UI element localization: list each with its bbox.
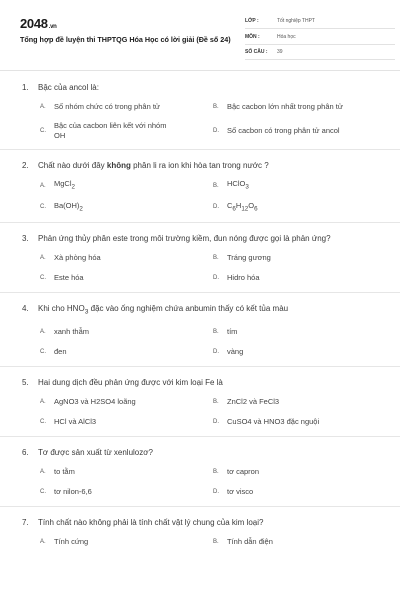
option-letter: C.	[40, 418, 46, 425]
options-grid	[40, 536, 380, 548]
option-c[interactable]	[40, 201, 213, 215]
option-b[interactable]	[213, 179, 386, 193]
question-number: 6.	[22, 447, 29, 457]
logo-text: 2048	[20, 16, 48, 31]
option-b[interactable]	[213, 396, 386, 408]
meta-count-row	[245, 47, 395, 60]
option-text: Tính dẫn điện	[227, 536, 273, 546]
formula-part: HClO	[227, 179, 246, 188]
question-text: Phản ứng thủy phân este trong môi trường kiềm, đun nóng được gọi là phản ứng?	[38, 234, 331, 243]
option-text: AgNO3 và H2SO4 loãng	[54, 396, 136, 406]
option-a[interactable]	[40, 252, 213, 264]
question-header	[22, 82, 380, 93]
formula-subscript: 3	[245, 183, 249, 191]
option-letter: C.	[40, 488, 46, 495]
question-6	[0, 437, 400, 507]
question-text: Tơ được sản xuất từ xenlulozơ?	[38, 447, 153, 457]
option-c[interactable]	[40, 486, 213, 498]
option-c[interactable]	[40, 121, 213, 141]
option-letter: D.	[213, 348, 219, 355]
meta-subject-value: Hóa học	[277, 33, 296, 40]
question-number: 2.	[22, 161, 29, 170]
formula-part: MgCl	[54, 179, 72, 188]
options-grid	[40, 101, 380, 141]
formula-subscript: 6	[232, 205, 236, 212]
meta-subject-row	[245, 32, 395, 45]
question-1	[0, 72, 400, 150]
option-text: Este hóa	[54, 273, 84, 282]
formula-subscript: 2	[79, 205, 83, 212]
question-5	[0, 367, 400, 437]
option-letter: B.	[213, 182, 219, 189]
option-text	[54, 201, 83, 215]
option-text	[227, 179, 249, 193]
meta-class-value: Tốt nghiệp THPT	[277, 18, 315, 24]
logo-suffix: .vn	[48, 24, 57, 30]
option-text: tím	[227, 326, 238, 336]
formula-part: Ba(OH)	[54, 200, 80, 210]
question-header	[22, 160, 380, 171]
option-text: Tính cứng	[54, 536, 89, 546]
question-text	[38, 303, 380, 318]
option-letter: B.	[213, 538, 219, 545]
option-text: xanh thẫm	[54, 326, 90, 336]
option-text: HCl và AlCl3	[54, 416, 97, 426]
option-a[interactable]	[40, 466, 213, 478]
option-letter: B.	[213, 255, 219, 261]
meta-class-row	[245, 16, 395, 29]
formula-subscript: 2	[71, 183, 75, 191]
option-letter: C.	[40, 348, 46, 355]
formula-subscript: 3	[84, 308, 89, 316]
option-b[interactable]	[213, 466, 386, 478]
option-text	[54, 179, 75, 193]
option-letter: D.	[213, 128, 219, 134]
meta-count-label: SỐ CÂU :	[245, 49, 268, 55]
option-text: Xà phòng hóa	[54, 253, 101, 262]
option-letter: D.	[213, 275, 219, 281]
options-grid	[40, 179, 380, 214]
question-7	[0, 507, 400, 556]
options-grid	[40, 326, 380, 358]
option-a[interactable]	[40, 179, 213, 193]
question-header	[22, 447, 380, 458]
option-letter: B.	[213, 398, 219, 405]
option-text: Bậc của cacbon liên kết với nhóm OH	[54, 121, 167, 140]
question-number: 1.	[22, 83, 29, 92]
question-number: 5.	[22, 377, 29, 387]
formula-part: C	[227, 200, 233, 210]
option-letter: C.	[40, 204, 46, 211]
option-b[interactable]	[213, 252, 386, 264]
option-text: tơ capron	[227, 466, 260, 476]
formula-subscript: 6	[254, 205, 258, 212]
option-letter: D.	[213, 488, 219, 495]
option-a[interactable]	[40, 101, 213, 113]
option-letter: D.	[213, 418, 219, 425]
option-letter: A.	[40, 328, 46, 335]
question-header	[22, 233, 380, 244]
option-d[interactable]	[213, 416, 386, 428]
option-c[interactable]	[40, 346, 213, 358]
option-text: tơ nilon-6,6	[54, 486, 92, 496]
options-grid	[40, 396, 380, 428]
option-d[interactable]	[213, 201, 386, 215]
option-letter: A.	[40, 468, 46, 475]
option-letter: A.	[40, 398, 46, 405]
option-letter: C.	[40, 275, 46, 281]
option-letter: A.	[40, 104, 46, 110]
question-4	[0, 293, 400, 367]
option-letter: B.	[213, 104, 219, 110]
option-letter: A.	[40, 182, 46, 189]
question-text-part: Chất nào dưới đây	[38, 161, 107, 170]
option-text: đen	[54, 346, 67, 356]
option-c[interactable]	[40, 416, 213, 428]
header-divider	[0, 70, 400, 71]
option-a[interactable]	[40, 396, 213, 408]
option-letter: A.	[40, 255, 46, 261]
formula-part: H	[235, 200, 242, 210]
question-text-part: phân li ra ion khi hòa tan trong nước ?	[130, 161, 269, 170]
option-text: tơ visco	[227, 486, 254, 496]
document-header	[20, 14, 390, 66]
question-header	[22, 377, 380, 388]
option-letter: D.	[213, 204, 219, 211]
question-number: 3.	[22, 234, 29, 243]
option-text: CuSO4 và HNO3 đặc nguội	[227, 416, 320, 426]
question-number: 4.	[22, 304, 29, 313]
option-text: ZnCl2 và FeCl3	[227, 396, 280, 406]
meta-info	[245, 16, 395, 63]
meta-count-value: 39	[277, 49, 283, 55]
formula-part: O	[248, 200, 255, 210]
option-c[interactable]	[40, 272, 213, 284]
meta-class-label: LỚP :	[245, 18, 259, 24]
option-text: Số nhóm chức có trong phân tử	[54, 102, 160, 111]
question-list	[0, 72, 400, 556]
option-a[interactable]	[40, 326, 213, 338]
option-text: Bậc cacbon lớn nhất trong phân tử	[227, 102, 343, 111]
option-d[interactable]	[213, 121, 386, 141]
option-text: Hidro hóa	[227, 273, 260, 282]
question-emphasis: không	[106, 161, 131, 170]
option-d[interactable]	[213, 346, 386, 358]
option-letter: B.	[213, 328, 219, 335]
question-number: 7.	[22, 517, 29, 527]
question-text: Bậc của ancol là:	[38, 83, 99, 92]
option-a[interactable]	[40, 536, 213, 548]
formula-subscript: 12	[241, 205, 249, 212]
question-header	[22, 303, 380, 318]
question-text-part: đặc vào ống nghiệm chứa anbumin thấy có kết tủa màu	[88, 304, 289, 313]
question-text: Hai dung dịch đều phản ứng được với kim loại Fe là	[38, 377, 223, 387]
question-text-part: Khi cho HNO	[38, 304, 85, 313]
site-logo[interactable]	[20, 16, 57, 31]
question-text	[38, 160, 380, 171]
option-letter: A.	[40, 538, 46, 545]
option-text: vàng	[227, 346, 244, 356]
option-text: to tằm	[54, 466, 75, 476]
option-d[interactable]	[213, 272, 386, 284]
option-d[interactable]	[213, 486, 386, 498]
option-letter: C.	[40, 128, 46, 134]
meta-subject-label: MÔN :	[245, 33, 260, 40]
question-header	[22, 517, 380, 528]
option-b[interactable]	[213, 326, 386, 338]
options-grid	[40, 466, 380, 498]
option-text: Tráng gương	[227, 253, 271, 262]
question-text: Tính chất nào không phải là tính chất vật lý chung của kim loại?	[38, 517, 264, 527]
document-title: Tổng hợp đề luyện thi THPTQG Hóa Học có lời giải (Đề số 24)	[20, 35, 231, 44]
option-text	[227, 201, 258, 215]
option-b[interactable]	[213, 101, 386, 113]
option-text: Số cacbon có trong phân tử ancol	[227, 126, 340, 135]
question-2	[0, 150, 400, 223]
options-grid	[40, 252, 380, 284]
option-b[interactable]	[213, 536, 386, 548]
option-letter: B.	[213, 468, 219, 475]
question-3	[0, 223, 400, 293]
